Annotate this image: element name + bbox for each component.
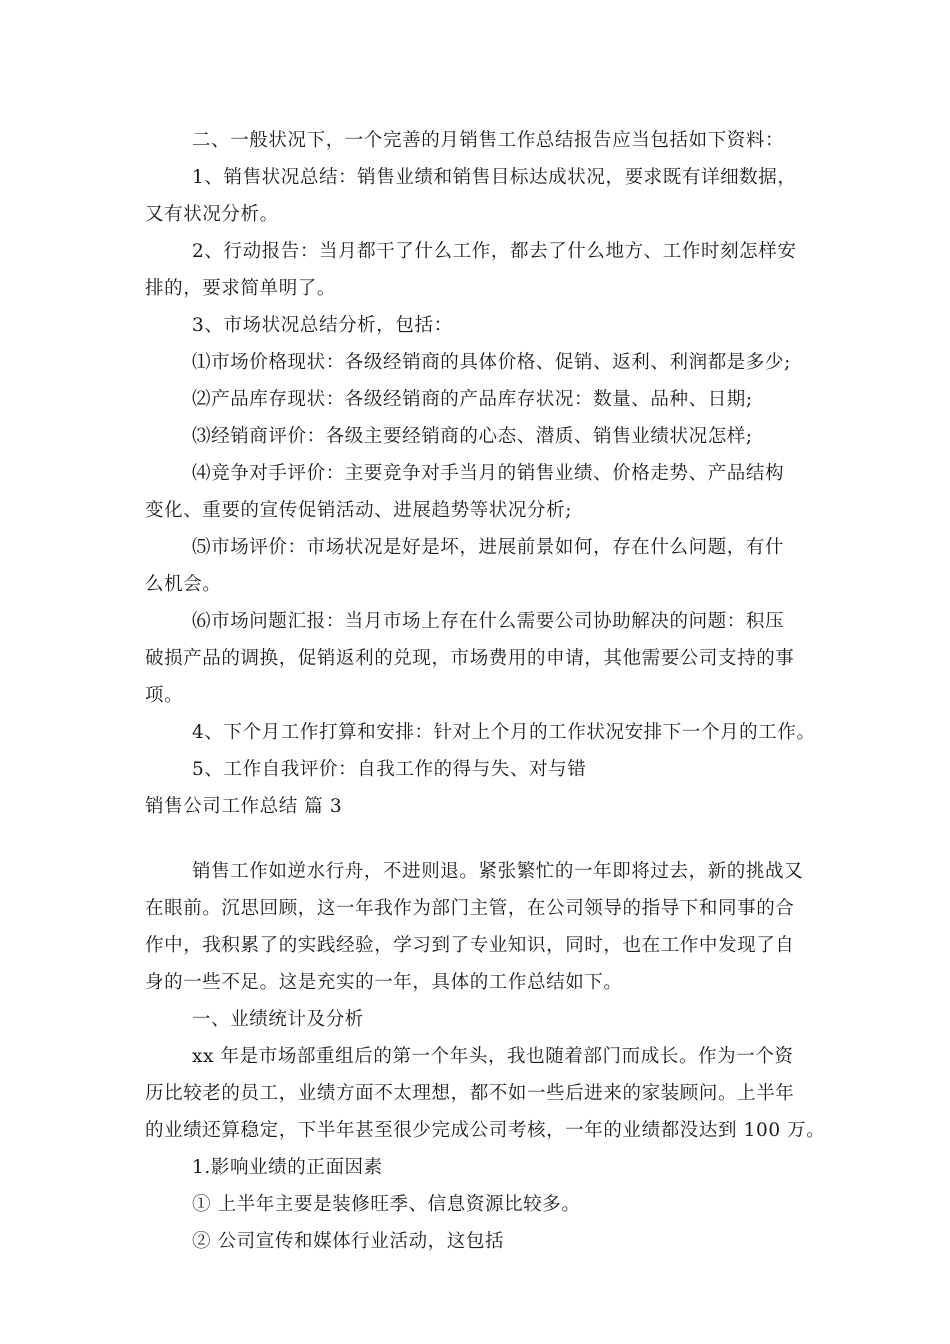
paragraph-line: 5、工作自我评价：自我工作的得与失、对与错 (192, 759, 587, 780)
paragraph-line: xx 年是市场部重组后的第一个年头，我也随着部门而成长。作为一个资 (192, 1046, 794, 1067)
paragraph-line: 么机会。 (145, 574, 222, 595)
paragraph-line: 身的一些不足。这是充实的一年，具体的工作总结如下。 (145, 972, 623, 993)
paragraph-line: 二、一般状况下，一个完善的月销售工作总结报告应当包括如下资料： (192, 130, 785, 151)
paragraph-line: 作中，我积累了的实践经验，学习到了专业知识，同时，也在工作中发现了自 (145, 935, 795, 956)
paragraph-line: 排的，要求简单明了。 (145, 278, 337, 299)
paragraph-line: ⑵产品库存现状：各级经销商的产品库存状况：数量、品种、日期; (192, 389, 753, 410)
paragraph-line: 又有状况分析。 (145, 204, 279, 225)
paragraph-line: ② 公司宣传和媒体行业活动，这包括 (192, 1231, 505, 1252)
paragraph-line: 销售工作如逆水行舟，不进则退。紧张繁忙的一年即将过去，新的挑战又 (192, 861, 804, 882)
paragraph-line: 3、市场状况总结分析，包括： (192, 315, 453, 336)
paragraph-line: ⑷竞争对手评价：主要竞争对手当月的销售业绩、价格走势、产品结构 (192, 463, 785, 484)
paragraph-line: 的业绩还算稳定，下半年甚至很少完成公司考核，一年的业绩都没达到 100 万。 (145, 1120, 826, 1141)
paragraph-line: ⑴市场价格现状：各级经销商的具体价格、促销、返利、利润都是多少; (192, 352, 791, 373)
paragraph-line: ⑸市场评价：市场状况是好是坏，进展前景如何，存在什么问题，有什 (192, 537, 785, 558)
section-heading: 销售公司工作总结 篇 3 (145, 796, 343, 817)
paragraph-line: 2、行动报告：当月都干了什么工作，都去了什么地方、工作时刻怎样安 (192, 241, 797, 262)
paragraph-line: 变化、重要的宣传促销活动、进展趋势等状况分析; (145, 500, 573, 521)
paragraph-line: 1.影响业绩的正面因素 (192, 1157, 383, 1178)
spacer (145, 825, 810, 853)
paragraph-line: 1、销售状况总结：销售业绩和销售目标达成状况，要求既有详细数据， (192, 167, 797, 188)
paragraph-line: 历比较老的员工，业绩方面不太理想，都不如一些后进来的家装顾问。上半年 (145, 1083, 795, 1104)
paragraph-line: 破损产品的调换，促销返利的兑现，市场费用的申请，其他需要公司支持的事 (145, 648, 795, 669)
paragraph-line: ① 上半年主要是装修旺季、信息资源比较多。 (192, 1194, 581, 1215)
paragraph-line: 一、业绩统计及分析 (192, 1009, 364, 1030)
paragraph-line: 在眼前。沉思回顾，这一年我作为部门主管，在公司领导的指导下和同事的合 (145, 898, 795, 919)
paragraph-line: 项。 (145, 685, 184, 706)
paragraph-line: ⑶经销商评价：各级主要经销商的心态、潜质、销售业绩状况怎样; (192, 426, 753, 447)
paragraph-line: ⑹市场问题汇报：当月市场上存在什么需要公司协助解决的问题：积压 (192, 611, 785, 632)
document-body (145, 122, 826, 1260)
paragraph-line: 4、下个月工作打算和安排：针对上个月的工作状况安排下一个月的工作。 (192, 722, 816, 743)
